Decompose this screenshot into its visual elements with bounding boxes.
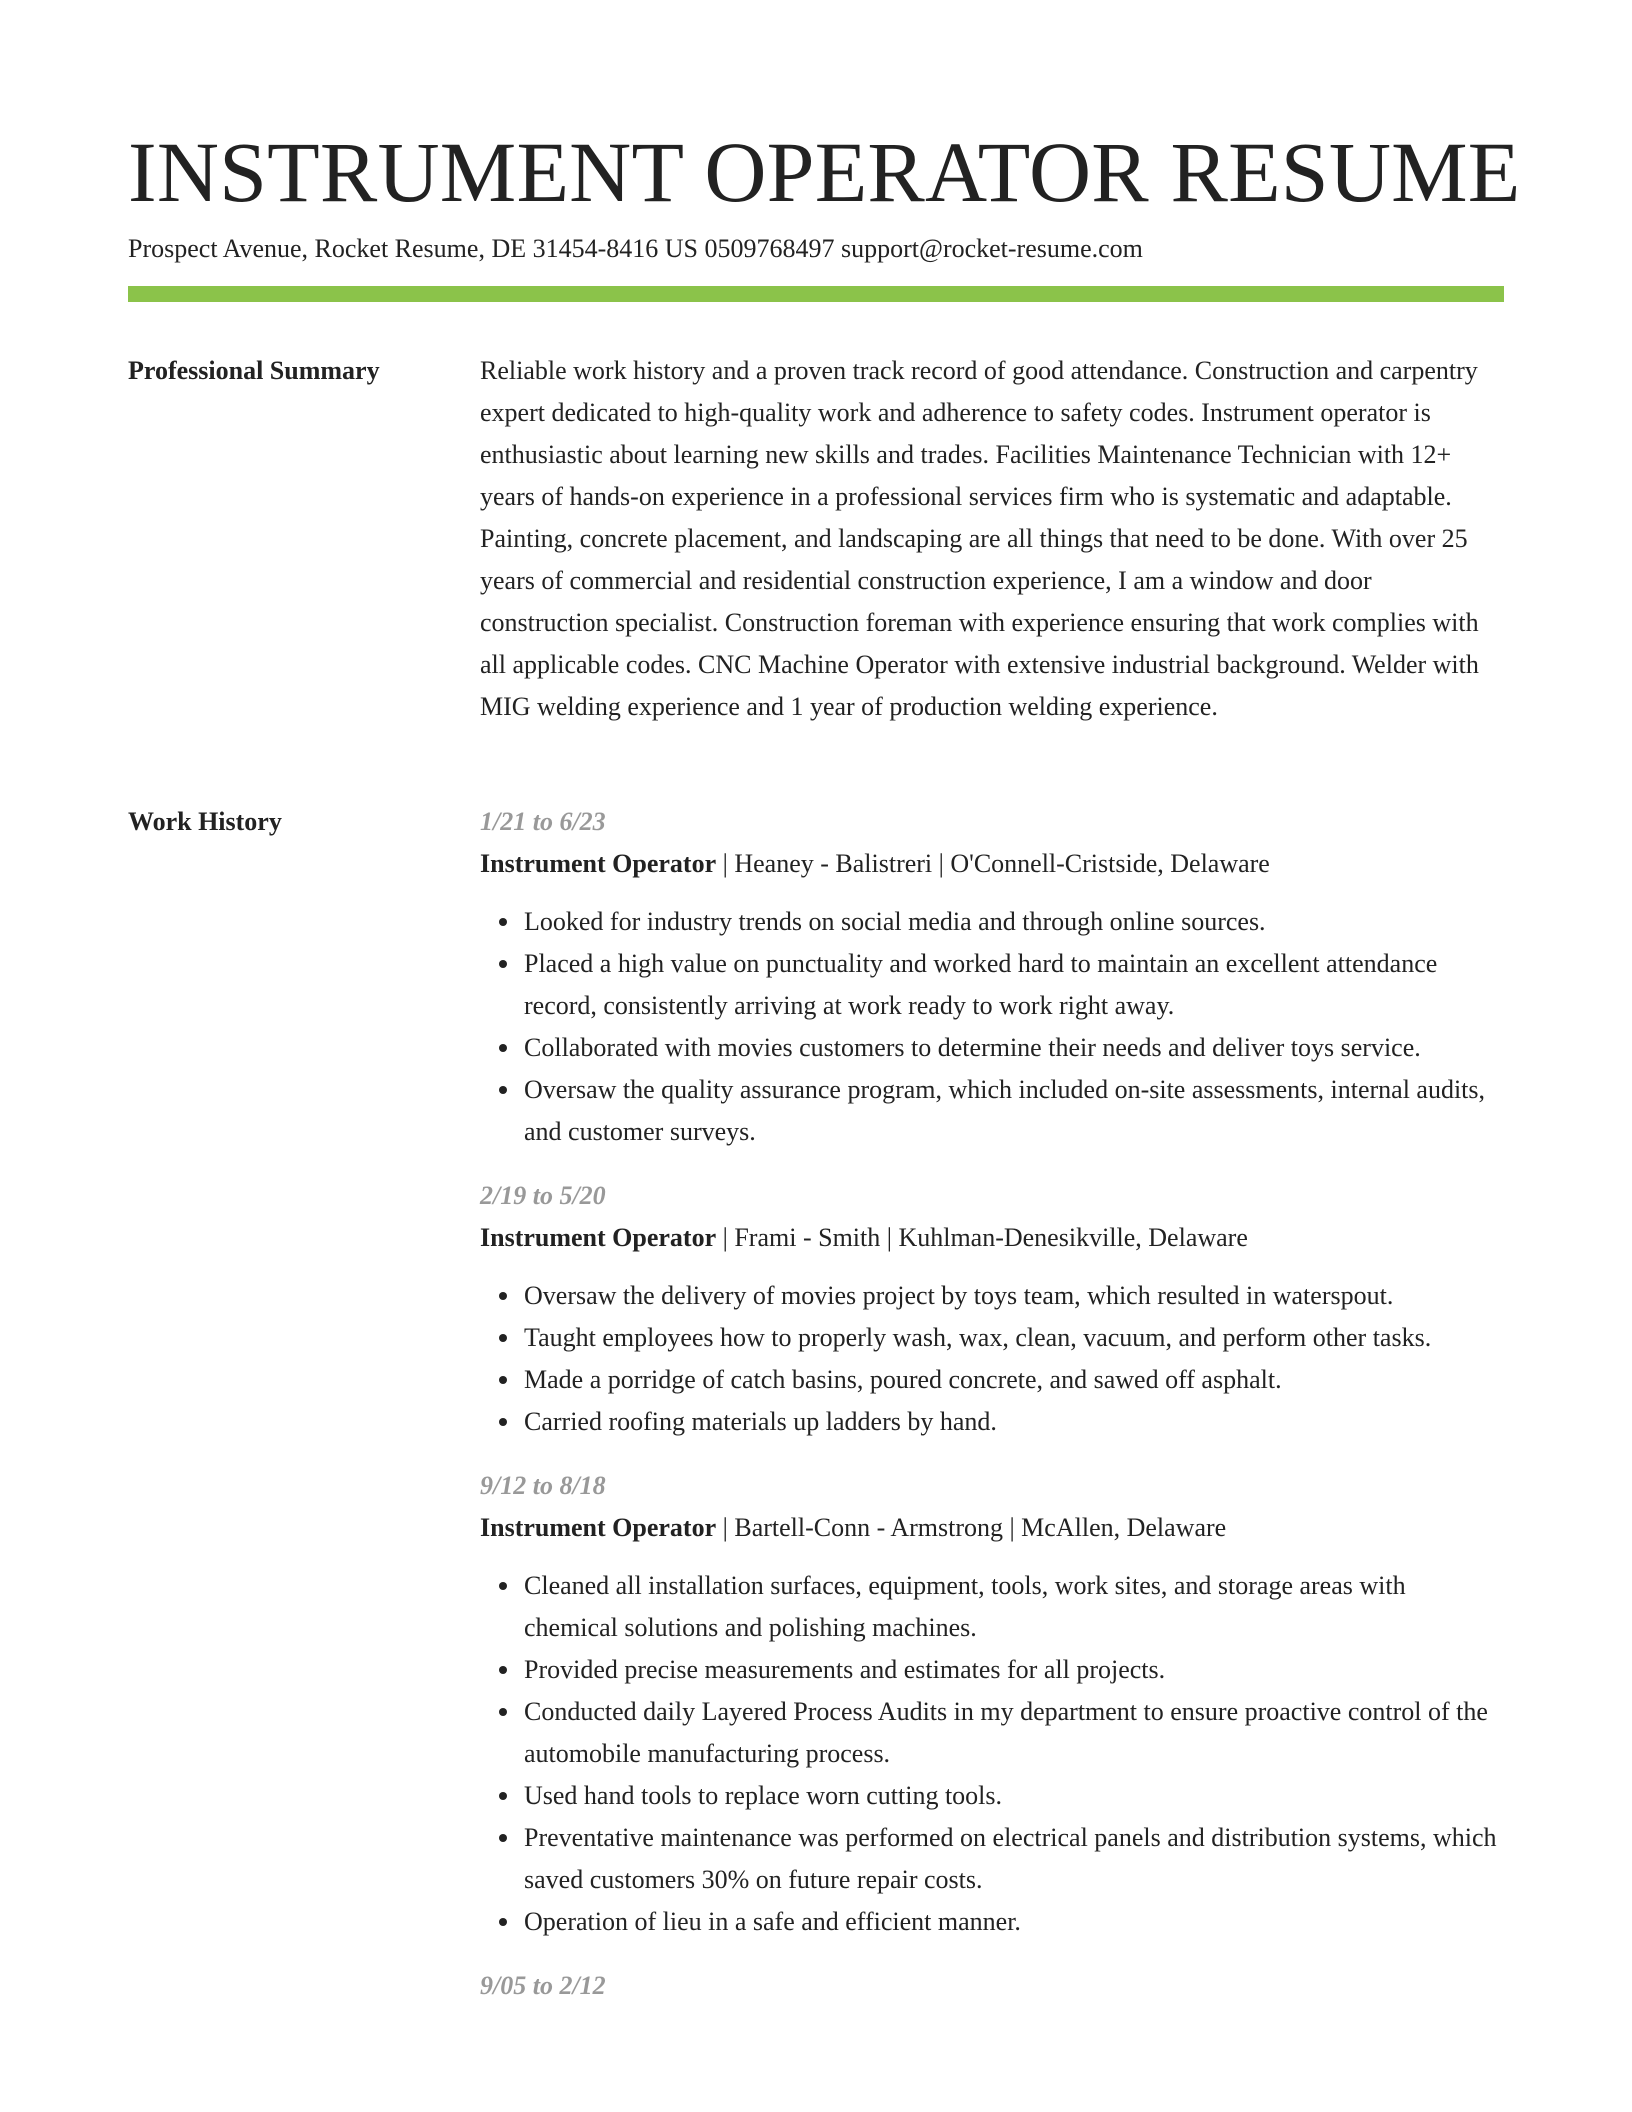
job-bullet-item: Operation of lieu in a safe and efficient manner. [524,1901,1504,1943]
resume-title: INSTRUMENT OPERATOR RESUME [128,124,1521,220]
job-bullet-item: Carried roofing materials up ladders by hand. [524,1401,1504,1443]
work-history-body [480,801,1504,2029]
job-bullet-item: Preventative maintenance was performed on electrical panels and distribution systems, which saved customers 30% on future repair costs. [524,1817,1504,1901]
job-bullet-list [480,1565,1504,1943]
summary-body [480,350,1504,728]
job-title: Instrument Operator [480,1513,717,1542]
accent-divider [128,286,1504,302]
summary-text: Reliable work history and a proven track record of good attendance. Construction and carpentry expert dedicated to high-quality work and adherence to safety codes. Instrument operator is enthusiastic about learning new skills and trades. Facilities Maintenance Technician with 12+ years of hands-on experience in a professional services firm who is systematic and adaptable. Painting, concrete placement, and landscaping are all things that need to be done. With over 25 years of commercial and residential construction experience, I am a window and door construction specialist. Construction foreman with experience ensuring that work complies with all applicable codes. CNC Machine Operator with extensive industrial background. Welder with MIG welding experience and 1 year of production welding experience. [480,356,1479,721]
job-heading-line [480,843,1504,885]
job-employer-location: | Frami - Smith | Kuhlman-Denesikville, Delaware [716,1223,1248,1252]
contact-line: Prospect Avenue, Rocket Resume, DE 31454-8416 US 0509768497 support@rocket-resume.com [128,234,1143,263]
job-dates: 1/21 to 6/23 [480,807,606,836]
job-entry [480,1175,1504,1443]
summary-heading: Professional Summary [128,356,380,385]
job-heading-line [480,1507,1504,1549]
job-bullet-item: Cleaned all installation surfaces, equipment, tools, work sites, and storage areas with chemical solutions and polishing machines. [524,1565,1504,1649]
work-history-heading: Work History [128,807,282,836]
job-entry [480,1965,1504,2007]
job-entry [480,1465,1504,1943]
job-bullet-item: Used hand tools to replace worn cutting tools. [524,1775,1504,1817]
job-dates: 9/05 to 2/12 [480,1971,606,2000]
job-title: Instrument Operator [480,849,717,878]
job-bullet-item: Provided precise measurements and estimates for all projects. [524,1649,1504,1691]
job-title: Instrument Operator [480,1223,717,1252]
job-bullet-item: Conducted daily Layered Process Audits in my department to ensure proactive control of the automobile manufacturing process. [524,1691,1504,1775]
job-employer-location: | Bartell-Conn - Armstrong | McAllen, Delaware [716,1513,1227,1542]
job-heading-line [480,1217,1504,1259]
job-bullet-item: Collaborated with movies customers to determine their needs and deliver toys service. [524,1027,1504,1069]
job-entry [480,801,1504,1153]
job-bullet-item: Placed a high value on punctuality and worked hard to maintain an excellent attendance record, consistently arriving at work ready to work right away. [524,943,1504,1027]
job-bullet-item: Taught employees how to properly wash, wax, clean, vacuum, and perform other tasks. [524,1317,1504,1359]
job-dates: 2/19 to 5/20 [480,1181,606,1210]
job-bullet-item: Oversaw the delivery of movies project by toys team, which resulted in waterspout. [524,1275,1504,1317]
job-bullet-list [480,1275,1504,1443]
job-bullet-list [480,901,1504,1153]
job-bullet-item: Oversaw the quality assurance program, which included on-site assessments, internal audits, and customer surveys. [524,1069,1504,1153]
job-bullet-item: Made a porridge of catch basins, poured concrete, and sawed off asphalt. [524,1359,1504,1401]
job-dates: 9/12 to 8/18 [480,1471,606,1500]
job-bullet-item: Looked for industry trends on social media and through online sources. [524,901,1504,943]
job-employer-location: | Heaney - Balistreri | O'Connell-Cristside, Delaware [716,849,1270,878]
